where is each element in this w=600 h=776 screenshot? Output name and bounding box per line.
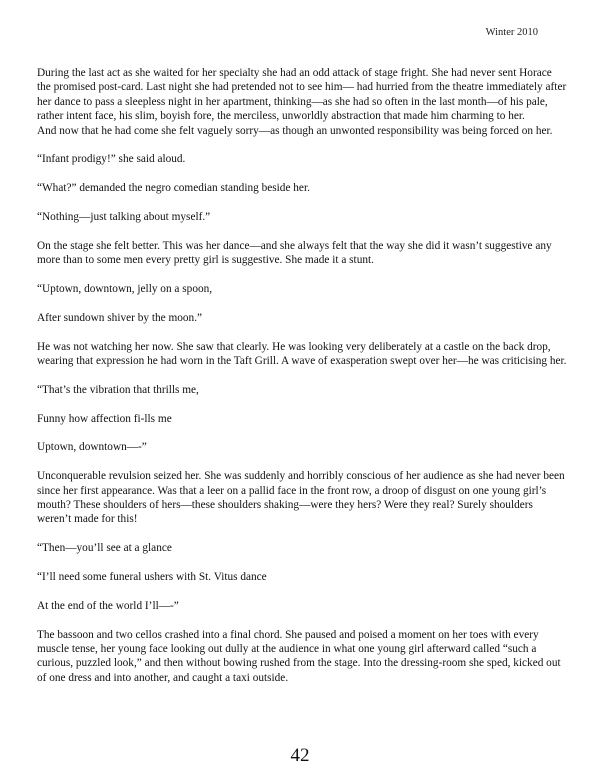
song-lyric: At the end of the world I’ll—-” [37, 599, 179, 612]
page-number: 42 [290, 745, 310, 766]
paragraph: “What?” demanded the negro comedian standing beside her. [37, 182, 310, 195]
song-lyric: “Uptown, downtown, jelly on a spoon, [37, 283, 213, 296]
song-lyric: “That’s the vibration that thrills me, [37, 383, 199, 396]
song-lyric: “I’ll need some funeral ushers with St. Vitus dance [37, 571, 267, 584]
song-lyric: Funny how affection fi-lls me [37, 412, 172, 425]
song-lyric: “Then—you’ll see at a glance [37, 542, 172, 555]
paragraph: “Nothing—just talking about myself.” [37, 211, 211, 224]
issue-header: Winter 2010 [485, 27, 538, 38]
paragraph: During the last act as she waited for her specialty she had an odd attack of stage fright. She had never sent Horace the promised post-card. Last night she had pretended not to see him— had hurried from the theatre immediately after her dance to pass a sleepless night in her apartment, thinking—as she had so often in the last month—of his pale, rather intent face, his slim, boyish fore, the merciless, unworldly abstraction that made him charming to her. [37, 67, 567, 123]
paragraph: “Infant prodigy!” she said aloud. [37, 153, 186, 166]
story-text [37, 66, 567, 685]
song-lyric: Uptown, downtown—-” [37, 441, 147, 454]
paragraph: He was not watching her now. She saw that clearly. He was looking very deliberately at a castle on the back drop, wearing that expression he had worn in the Taft Grill. A wave of exasperation swept over her—he was criticising her. [37, 340, 567, 368]
paragraph: Unconquerable revulsion seized her. She was suddenly and horribly conscious of her audience as she had never been since her first appearance. Was that a leer on a pallid face in the front row, a droop of disgust on one young girl’s mouth? These shoulders of hers—these shoulders shaking—were they hers? Were they real? Surely shoulders weren’t made for this! [37, 470, 565, 526]
song-lyric: After sundown shiver by the moon.” [37, 311, 203, 324]
paragraph: And now that he had come she felt vaguely sorry—as though an unwonted responsibility was being forced on her. [37, 124, 553, 137]
paragraph: On the stage she felt better. This was her dance—and she always felt that the way she did it wasn’t suggestive any more than to some men every pretty girl is suggestive. She made it a stunt. [37, 239, 552, 267]
paragraph: The bassoon and two cellos crashed into a final chord. She paused and poised a moment on her toes with every muscle tense, her young face looking out dully at the audience in what one young girl afterward called “such a curious, puzzled look,” and then without bowing rushed from the stage. Into the dressing-room she sped, kicked out of one dress and into another, and caught a taxi outside. [37, 628, 561, 684]
